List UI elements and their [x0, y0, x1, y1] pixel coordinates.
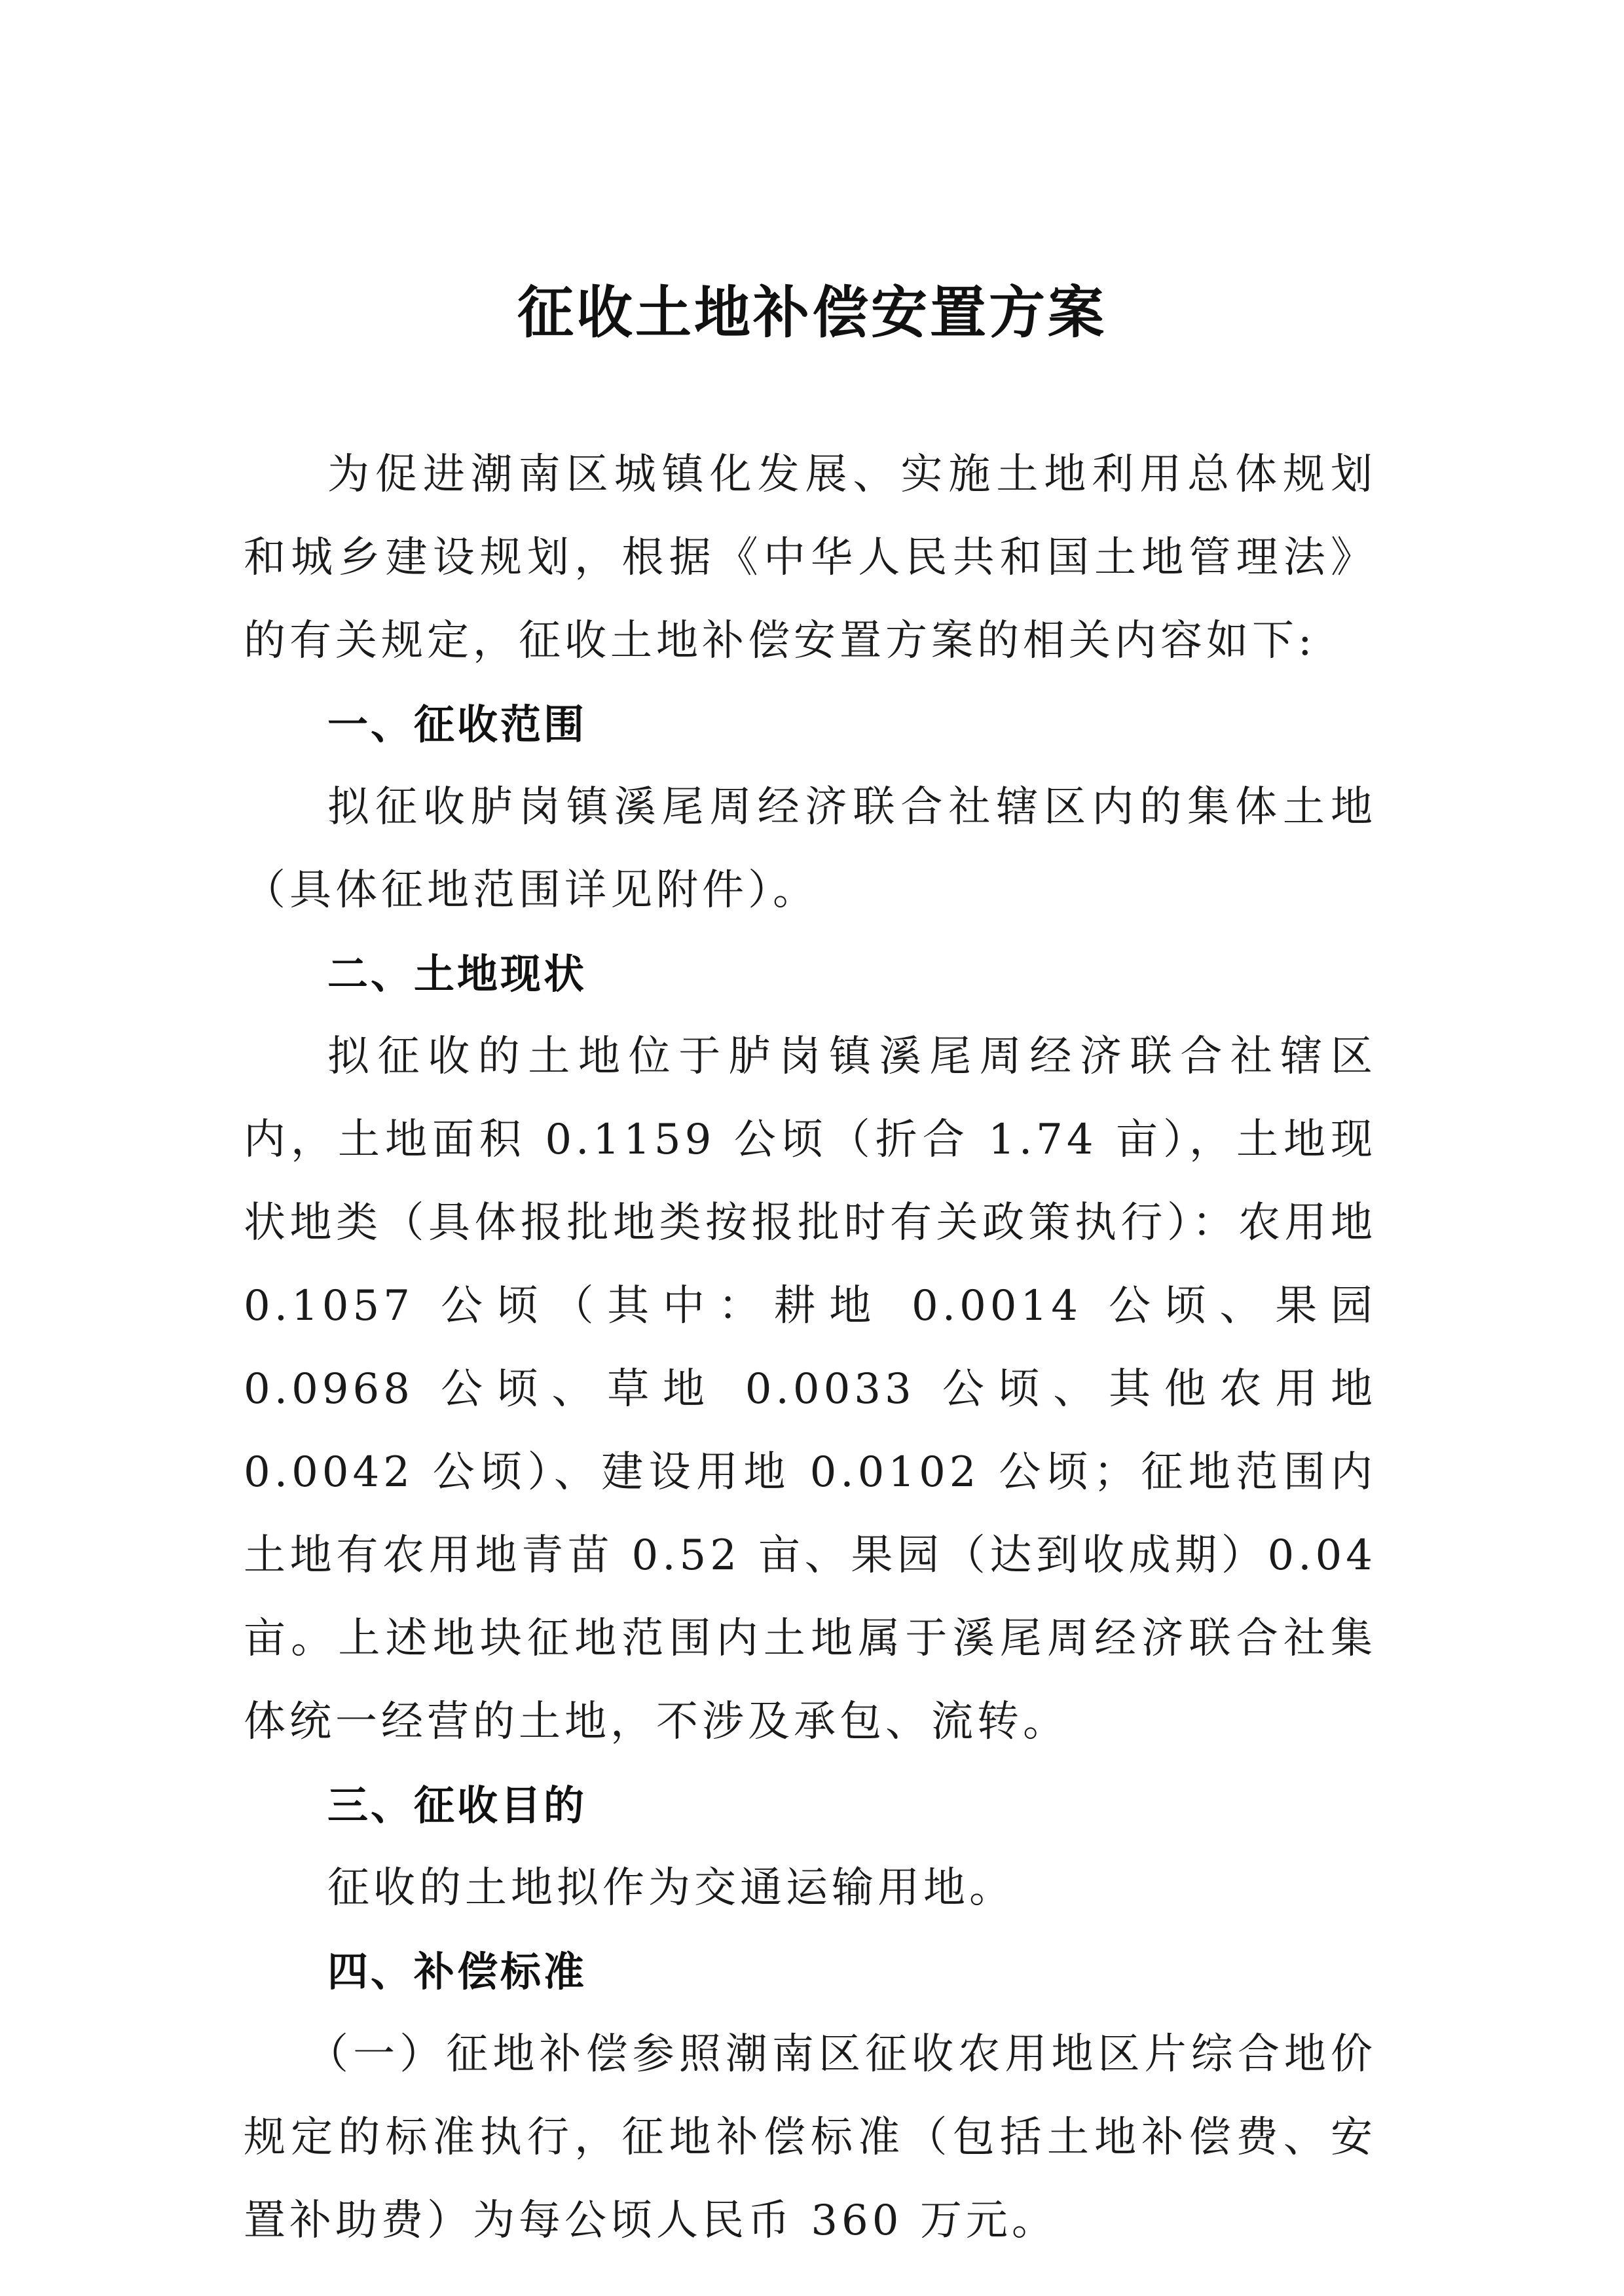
section-paragraph-scope: 拟征收胪岗镇溪尾周经济联合社辖区内的集体土地（具体征地范围详见附件）。 [244, 783, 1376, 915]
document-body [244, 433, 1376, 2263]
section-paragraph-land-status: 拟征收的土地位于胪岗镇溪尾周经济联合社辖区内，土地面积 0.1159 公顷（折合 1.74 亩），土地现状地类（具体报批地类按报批时有关政策执行）：农用地 0.1057 公顷（其中：耕地 0.0014 公顷、果园 0.0968 公顷、草地 0.0033 公顷、其他农用地 0.0042 公顷）、建设用地 0.0102 公顷；征地范围内土地有农用地青苗 0.52 亩、果园（达到收成期）0.04 亩。上述地块征地范围内土地属于溪尾周经济联合社集体统一经营的土地，不涉及承包、流转。 [244, 1032, 1376, 1746]
section-heading-scope: 一、征收范围 [327, 701, 587, 748]
section-heading-compensation: 四、补偿标准 [327, 1948, 587, 1995]
section-paragraph-purpose: 征收的土地拟作为交通运输用地。 [327, 1864, 1015, 1912]
section-heading-land-status: 二、土地现状 [327, 950, 587, 998]
document-title: 征收土地补偿安置方案 [517, 280, 1107, 346]
section-paragraph-compensation: （一）征地补偿参照潮南区征收农用地区片综合地价规定的标准执行，征地补偿标准（包括土地补偿费、安置补助费）为每公顷人民币 360 万元。 [244, 2030, 1376, 2245]
section-heading-purpose: 三、征收目的 [327, 1781, 587, 1829]
intro-paragraph: 为促进潮南区城镇化发展、实施土地利用总体规划和城乡建设规划，根据《中华人民共和国土地管理法》的有关规定，征收土地补偿安置方案的相关内容如下: [244, 450, 1376, 665]
